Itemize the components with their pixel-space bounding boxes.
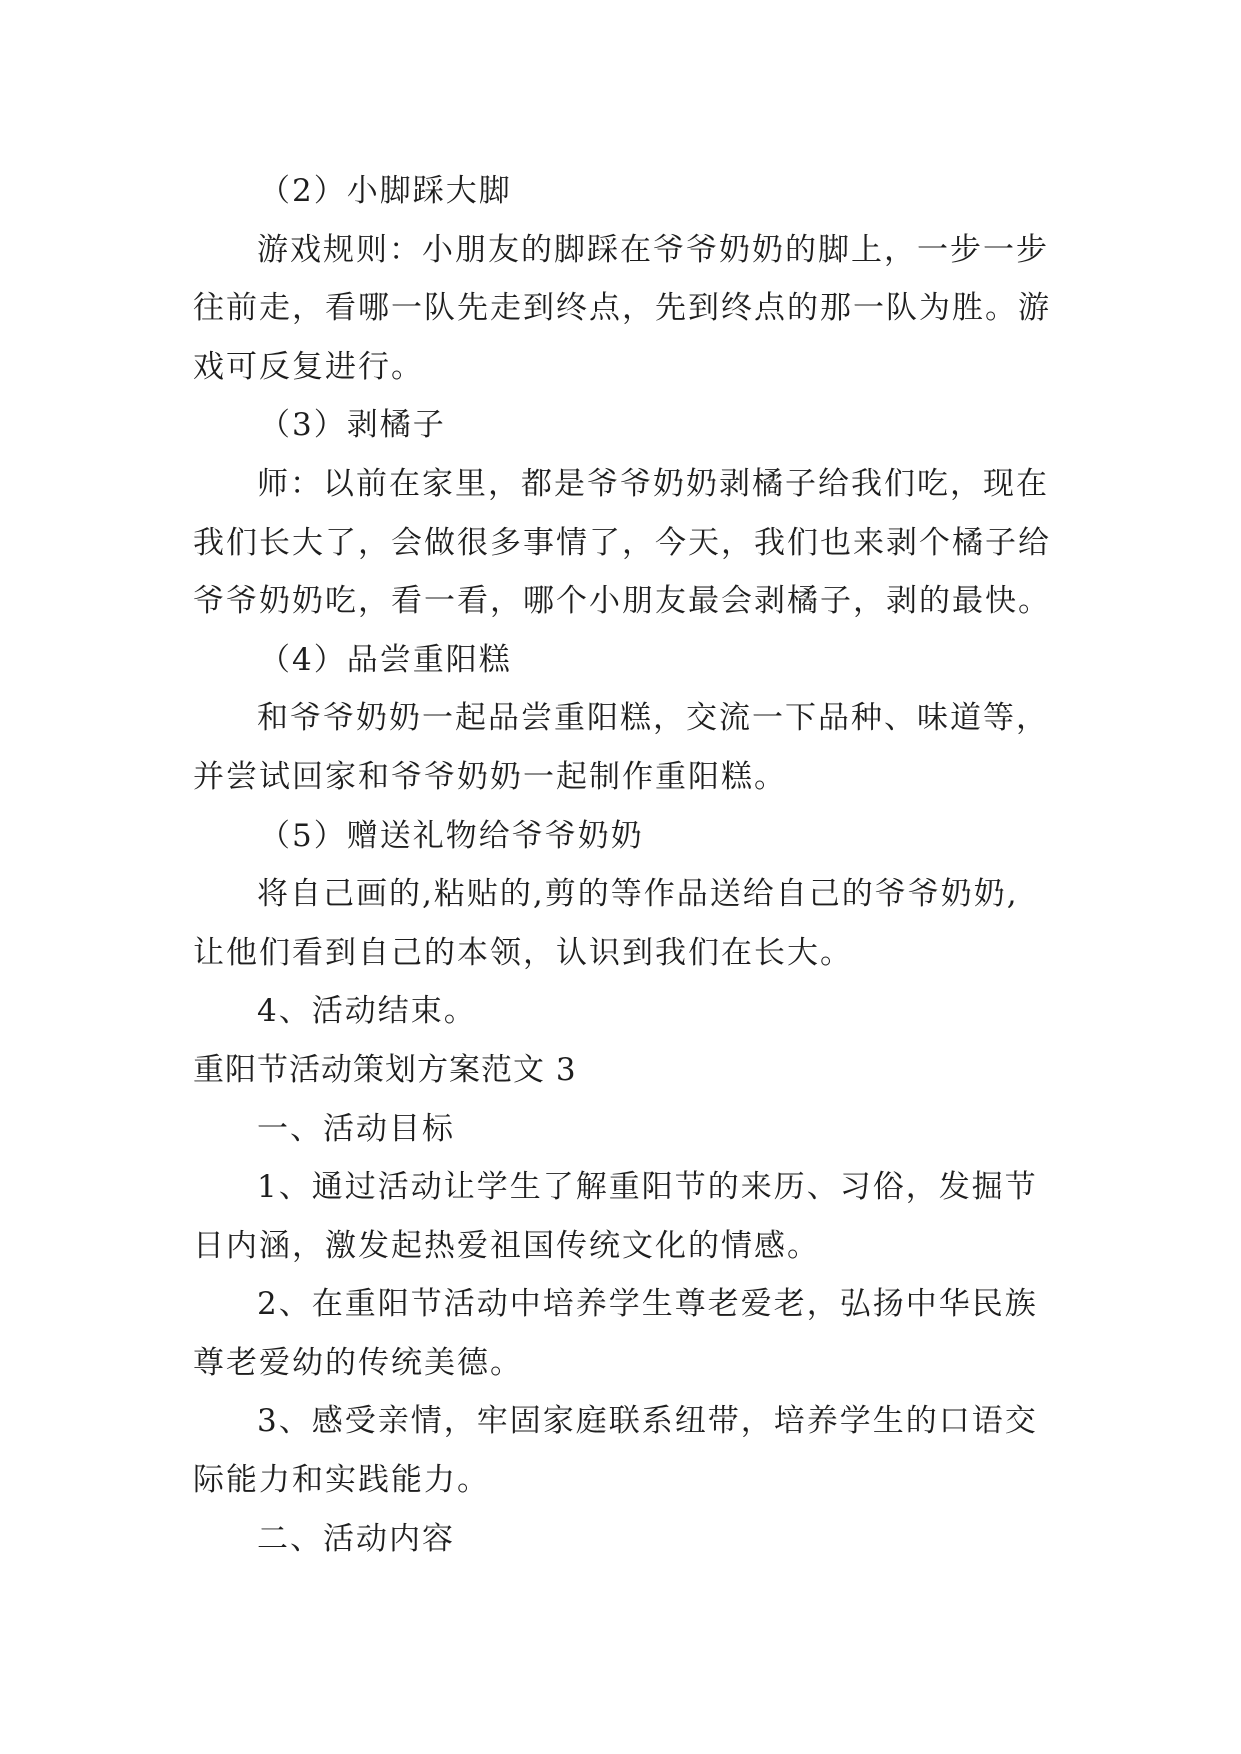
subheading-taste-cake: （4）品尝重阳糕	[259, 641, 512, 678]
paragraph-line: 2、在重阳节活动中培养学生尊老爱老，弘扬中华民族	[257, 1286, 1038, 1323]
paragraph-line: 戏可反复进行。	[193, 348, 424, 385]
paragraph-line: 日内涵，激发起热爱祖国传统文化的情感。	[193, 1227, 820, 1264]
paragraph-line: 4、活动结束。	[257, 993, 477, 1030]
subheading-small-feet-game: （2）小脚踩大脚	[259, 173, 512, 209]
subheading-content: 二、活动内容	[257, 1520, 455, 1557]
paragraph-line: 将自己画的,粘贴的,剪的等作品送给自己的爷爷奶奶,	[257, 876, 1019, 913]
paragraph-line: 3、感受亲情，牢固家庭联系纽带，培养学生的口语交	[257, 1403, 1038, 1440]
paragraph-line: 游戏规则：小朋友的脚踩在爷爷奶奶的脚上，一步一步	[257, 231, 1049, 268]
paragraph-line: 1、通过活动让学生了解重阳节的来历、习俗，发掘节	[257, 1169, 1038, 1206]
subheading-peel-oranges: （3）剥橘子	[259, 407, 446, 444]
subheading-goals: 一、活动目标	[257, 1110, 455, 1147]
subheading-gifts: （5）赠送礼物给爷爷奶奶	[259, 817, 644, 854]
paragraph-line: 和爷爷奶奶一起品尝重阳糕，交流一下品种、味道等，	[257, 700, 1049, 737]
paragraph-line: 爷爷奶奶吃，看一看，哪个小朋友最会剥橘子，剥的最快。	[193, 583, 1051, 620]
paragraph-line: 尊老爱幼的传统美德。	[193, 1344, 523, 1381]
paragraph-line: 并尝试回家和爷爷奶奶一起制作重阳糕。	[193, 758, 787, 795]
paragraph-line: 际能力和实践能力。	[193, 1462, 490, 1499]
paragraph-line: 师：以前在家里，都是爷爷奶奶剥橘子给我们吃，现在	[257, 465, 1049, 502]
section-title: 重阳节活动策划方案范文 3	[193, 1051, 577, 1088]
paragraph-line: 往前走，看哪一队先走到终点，先到终点的那一队为胜。游	[193, 290, 1051, 327]
document-body	[193, 162, 1063, 1568]
paragraph-line: 让他们看到自己的本领，认识到我们在长大。	[193, 934, 853, 971]
paragraph-line: 我们长大了，会做很多事情了，今天，我们也来剥个橘子给	[193, 524, 1051, 561]
